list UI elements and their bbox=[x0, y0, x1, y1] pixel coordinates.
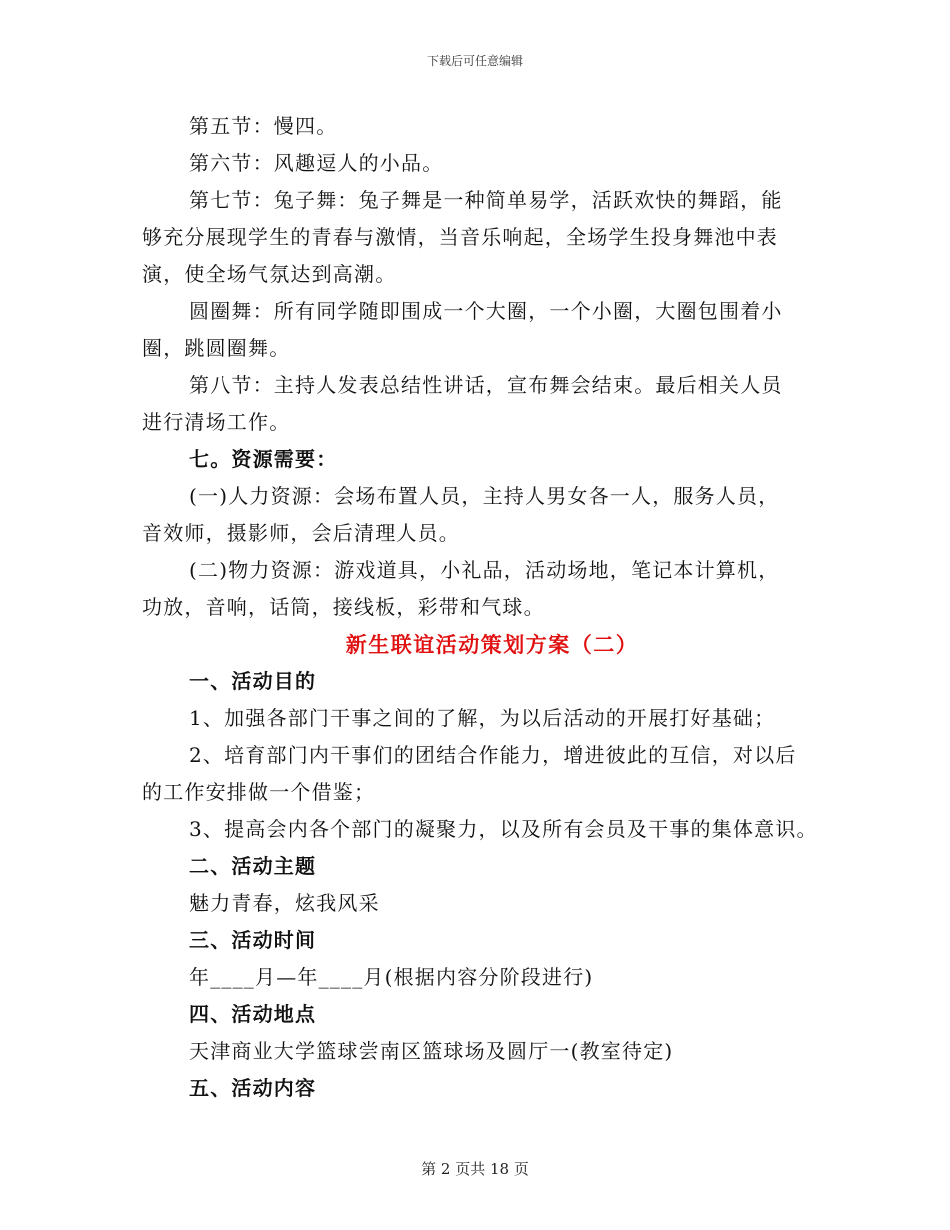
paragraph-line: 演，使全场气氛达到高潮。 bbox=[142, 262, 397, 286]
section-heading: 二、活动主题 bbox=[189, 854, 317, 878]
paragraph-line: 进行清场工作。 bbox=[142, 410, 291, 434]
paragraph-line: 3、提高会内各个部门的凝聚力，以及所有会员及干事的集体意识。 bbox=[189, 817, 818, 841]
paragraph-line: 功放，音响，话筒，接线板，彩带和气球。 bbox=[142, 595, 545, 619]
page-header: 下载后可任意编辑 bbox=[426, 54, 523, 68]
paragraph-line: 年____月—年____月(根据内容分阶段进行) bbox=[189, 965, 594, 989]
section-heading: 三、活动时间 bbox=[189, 928, 317, 952]
paragraph-line: 2、培育部门内干事们的团结合作能力，增进彼此的互信，对以后 bbox=[189, 743, 797, 767]
paragraph-line: (一)人力资源：会场布置人员，主持人男女各一人，服务人员， bbox=[189, 484, 780, 508]
document-title: 新生联谊活动策划方案（二） bbox=[345, 632, 639, 657]
section-heading: 四、活动地点 bbox=[189, 1002, 317, 1026]
section-heading: 一、活动目的 bbox=[189, 669, 317, 693]
paragraph-line: (二)物力资源：游戏道具，小礼品，活动场地，笔记本计算机， bbox=[189, 558, 780, 582]
paragraph-line: 第八节：主持人发表总结性讲话，宣布舞会结束。最后相关人员 bbox=[189, 373, 783, 397]
paragraph-line: 圈，跳圆圈舞。 bbox=[142, 336, 291, 360]
page-footer: 第 2 页共 18 页 bbox=[421, 1160, 529, 1178]
paragraph-line: 圆圈舞：所有同学随即围成一个大圈，一个小圈，大圈包围着小 bbox=[189, 299, 783, 323]
paragraph-line: 1、加强各部门干事之间的了解，为以后活动的开展打好基础； bbox=[189, 706, 776, 730]
section-heading: 五、活动内容 bbox=[189, 1076, 317, 1100]
paragraph-line: 够充分展现学生的青春与激情，当音乐响起，全场学生投身舞池中表 bbox=[142, 225, 778, 249]
paragraph-line: 第六节：风趣逗人的小品。 bbox=[189, 151, 444, 175]
paragraph-line: 天津商业大学篮球尝南区篮球场及圆厅一(教室待定) bbox=[189, 1039, 674, 1063]
document-body bbox=[142, 108, 822, 1107]
paragraph-line: 魅力青春，炫我风采 bbox=[189, 891, 380, 915]
paragraph-line: 第五节：慢四。 bbox=[189, 114, 338, 138]
paragraph-line: 第七节：兔子舞：兔子舞是一种简单易学，活跃欢快的舞蹈，能 bbox=[189, 188, 783, 212]
section-heading: 七。资源需要： bbox=[189, 447, 338, 471]
paragraph-line: 音效师，摄影师，会后清理人员。 bbox=[142, 521, 460, 545]
paragraph-line: 的工作安排做一个借鉴； bbox=[142, 780, 376, 804]
